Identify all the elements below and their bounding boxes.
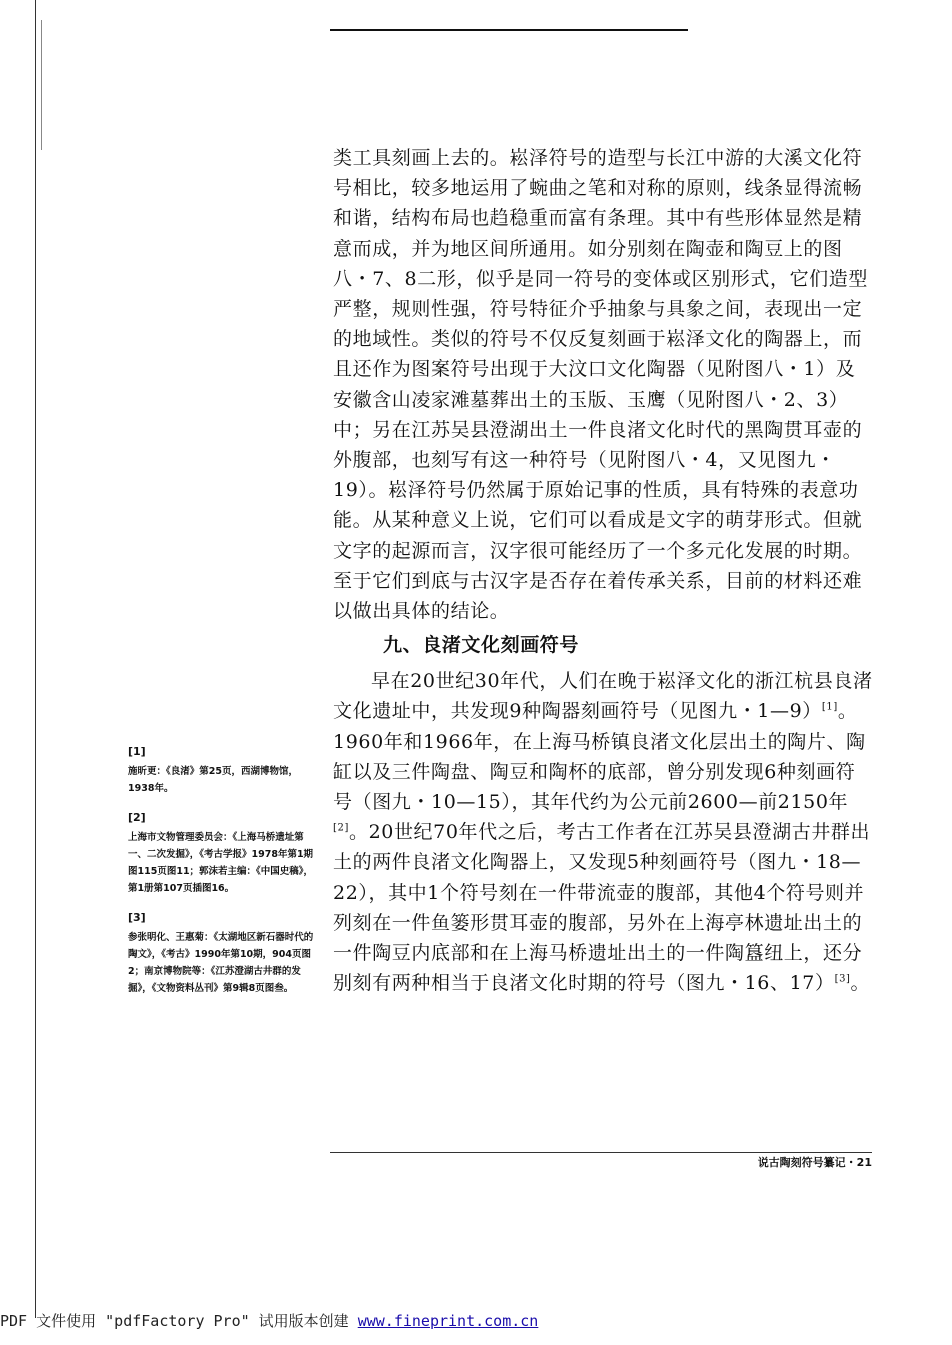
paragraph-2-part-b: 。1960年和1966年，在上海马桥镇良渚文化层出土的陶片、陶缸以及三件陶盘、陶豆和陶杯的底部，曾分别发现6种刻画符号（图九・10—15），其年代约为公元前2600—前2150年 bbox=[333, 700, 866, 814]
watermark-text: PDF 文件使用 "pdfFactory Pro" 试用版本创建 bbox=[0, 1312, 358, 1330]
main-text bbox=[333, 143, 873, 998]
pdf-watermark bbox=[0, 1310, 538, 1331]
paragraph-1: 类工具刻画上去的。崧泽符号的造型与长江中游的大溪文化符号相比，较多地运用了蜿曲之笔和对称的原则，线条显得流畅和谐，结构布局也趋稳重而富有条理。其中有些形体显然是精意而成，并为地区间所通用。如分别刻在陶壶和陶豆上的图八・7、8二形，似乎是同一符号的变体或区别形式，它们造型严整，规则性强，符号特征介乎抽象与具象之间，表现出一定的地域性。类似的符号不仅反复刻画于崧泽文化的陶器上，而且还作为图案符号出现于大汶口文化陶器（见附图八・1）及安徽含山凌家滩墓葬出土的玉版、玉鹰（见附图八・2、3）中；另在江苏吴县澄湖出土一件良渚文化时代的黑陶贯耳壶的外腹部，也刻写有这一种符号（见附图八・4，又见图九・19）。崧泽符号仍然属于原始记事的性质，具有特殊的表意功能。从某种意义上说，它们可以看成是文字的萌芽形式。但就文字的起源而言，汉字很可能经历了一个多元化发展的时期。至于它们到底与古汉字是否存在着传承关系，目前的材料还难以做出具体的结论。 bbox=[333, 147, 868, 623]
running-footer: 说古陶刻符号纂记・21 bbox=[757, 1156, 872, 1169]
note-2 bbox=[128, 809, 318, 897]
note-number: [2] bbox=[128, 811, 146, 824]
note-1 bbox=[128, 743, 318, 797]
watermark-link[interactable]: www.fineprint.com.cn bbox=[357, 1312, 539, 1330]
top-rule bbox=[330, 29, 688, 31]
margin-line-thin bbox=[41, 20, 42, 150]
footnote-ref-3[interactable]: [3] bbox=[834, 973, 851, 985]
note-3 bbox=[128, 909, 318, 997]
footnote-ref-1[interactable]: [1] bbox=[821, 702, 838, 714]
paragraph-2-part-a: 早在20世纪30年代，人们在晚于崧泽文化的浙江杭县良渚文化遗址中，共发现9种陶器刻画符号（见图九・1—9） bbox=[333, 670, 873, 723]
section-heading: 九、良渚文化刻画符号 bbox=[383, 634, 580, 657]
bottom-rule bbox=[330, 1152, 872, 1153]
note-text: 参张明化、王惠菊：《太湖地区新石器时代的陶文》，《考古》1990年第10期，904页图2；南京博物院等：《江苏澄湖古井群的发掘》，《文物资料丛刊》第9辑8页图叁。 bbox=[128, 932, 314, 994]
margin-line bbox=[35, 0, 36, 1318]
side-notes bbox=[128, 743, 318, 1009]
note-text: 施昕更：《良渚》第25页，西湖博物馆，1938年。 bbox=[128, 766, 298, 794]
paragraph-2 bbox=[333, 666, 873, 998]
note-number: [1] bbox=[128, 745, 146, 758]
paragraph-2-part-c: 。20世纪70年代之后，考古工作者在江苏吴县澄湖古井群出土的两件良渚文化陶器上，又发现5种刻画符号（图九・18—22），其中1个符号刻在一件带流壶的腹部，其他4个符号则并列刻在一件鱼篓形贯耳壶的腹部，另外在上海亭林遗址出土的一件陶豆内底部和在上海马桥遗址出土的一件陶簋纽上，还分别刻有两种相当于良渚文化时期的符号（图九・16、17） bbox=[333, 821, 871, 995]
paragraph-2-part-d: 。 bbox=[850, 972, 871, 995]
footnote-ref-2[interactable]: [2] bbox=[333, 822, 349, 834]
note-text: 上海市文物管理委员会：《上海马桥遗址第一、二次发掘》，《考古学报》1978年第1期图115页图11；郭沫若主编：《中国史稿》，第1册第107页插图16。 bbox=[128, 832, 314, 894]
note-number: [3] bbox=[128, 911, 146, 924]
